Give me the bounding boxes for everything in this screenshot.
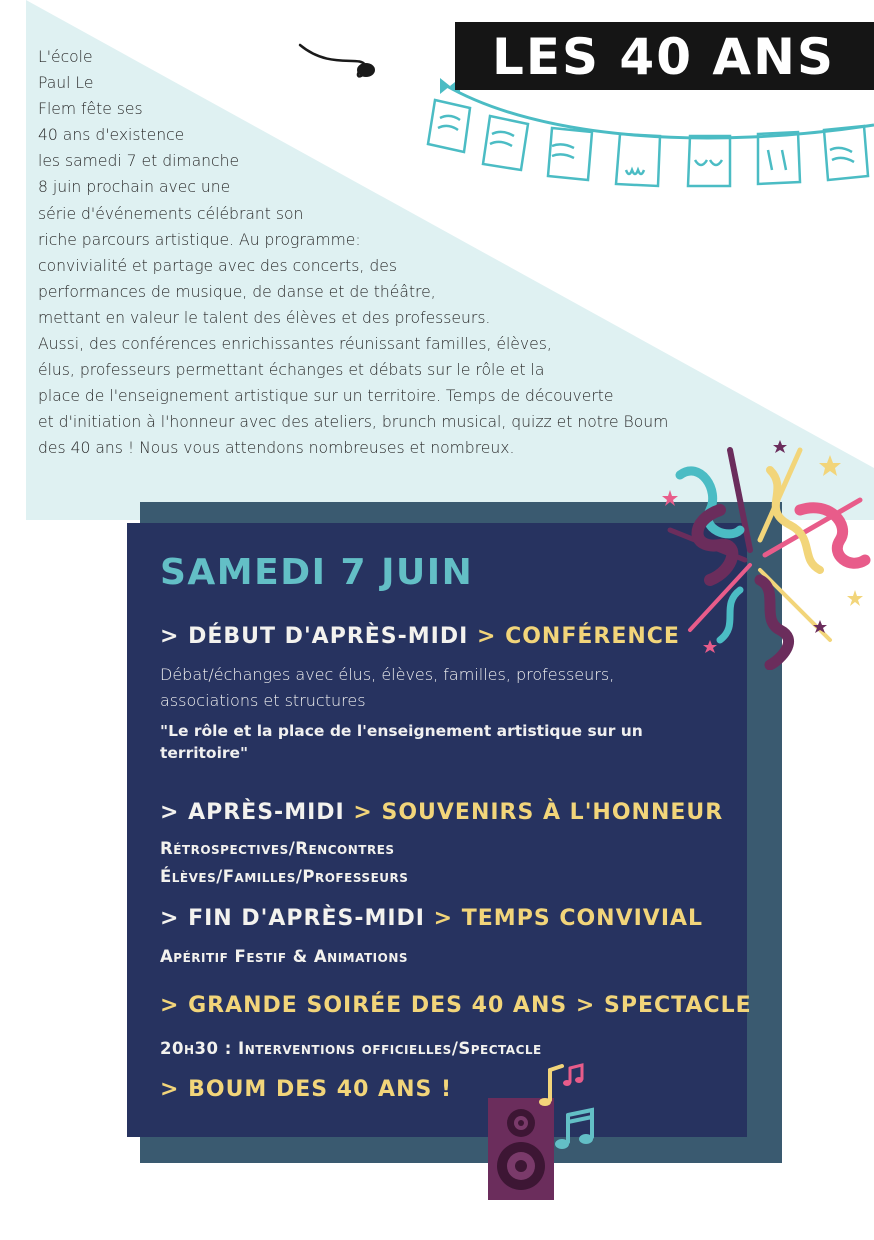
intro-line: des 40 ans ! Nous vous attendons nombreuses et nombreux. [38, 439, 515, 458]
souvenirs-line: Élèves/Familles/Professeurs [160, 867, 409, 886]
confetti-icon [650, 430, 874, 670]
intro-line: Flem fête ses [38, 100, 143, 119]
intro-line: les samedi 7 et dimanche [38, 152, 240, 171]
intro-line: série d'événements célébrant son [38, 204, 304, 223]
souvenirs-line: Rétrospectives/Rencontres [160, 839, 395, 858]
intro-line: place de l'enseignement artistique sur un territoire. Temps de découverte [38, 387, 614, 406]
conference-quote: "Le rôle et la place de l'enseignement artistique sur un territoire" [160, 722, 643, 762]
section-time: > APRÈS-MIDI [160, 800, 345, 825]
intro-line: 8 juin prochain avec une [38, 178, 231, 197]
intro-line: Paul Le [38, 74, 94, 93]
convivial-line: Apéritif Festif & Animations [160, 947, 409, 966]
speaker-icon [480, 1060, 620, 1210]
page-title: LES 40 ANS [492, 28, 835, 86]
intro-line: riche parcours artistique. Au programme: [38, 230, 361, 249]
section-souvenirs-heading [160, 800, 723, 825]
section-event: > CONFÉRENCE [476, 624, 680, 649]
intro-line: convivialité et partage avec des concerts, des [38, 256, 397, 275]
intro-line: L'école [38, 48, 93, 66]
intro-line: et d'initiation à l'honneur avec des ateliers, brunch musical, quizz et notre Boum [38, 413, 669, 432]
intro-line: 40 ans d'existence [38, 126, 185, 145]
day-title: SAMEDI 7 JUIN [160, 552, 474, 593]
intro-line: mettant en valeur le talent des élèves et des professeurs. [38, 308, 491, 327]
conference-description [160, 662, 614, 714]
section-boum-heading: > BOUM DES 40 ANS ! [160, 1077, 453, 1102]
intro-line: performances de musique, de danse et de théâtre, [38, 282, 436, 301]
description-line: Débat/échanges avec élus, élèves, familles, professeurs, [160, 665, 615, 684]
section-conference-heading [160, 624, 680, 649]
section-event: > TEMPS CONVIVIAL [433, 906, 704, 931]
section-time: > FIN D'APRÈS-MIDI [160, 906, 425, 931]
section-convivial-heading [160, 906, 703, 931]
description-line: associations et structures [160, 691, 366, 710]
section-event: > SOUVENIRS À L'HONNEUR [353, 800, 724, 825]
section-spectacle-heading: > GRANDE SOIRÉE DES 40 ANS > SPECTACLE [160, 993, 752, 1018]
section-time: > DÉBUT D'APRÈS-MIDI [160, 624, 469, 649]
intro-line: élus, professeurs permettant échanges et débats sur le rôle et la [38, 361, 545, 380]
intro-line: Aussi, des conférences enrichissantes réunissant familles, élèves, [38, 335, 552, 354]
spectacle-line: 20h30 : Interventions officielles/Spectacle [160, 1039, 542, 1058]
